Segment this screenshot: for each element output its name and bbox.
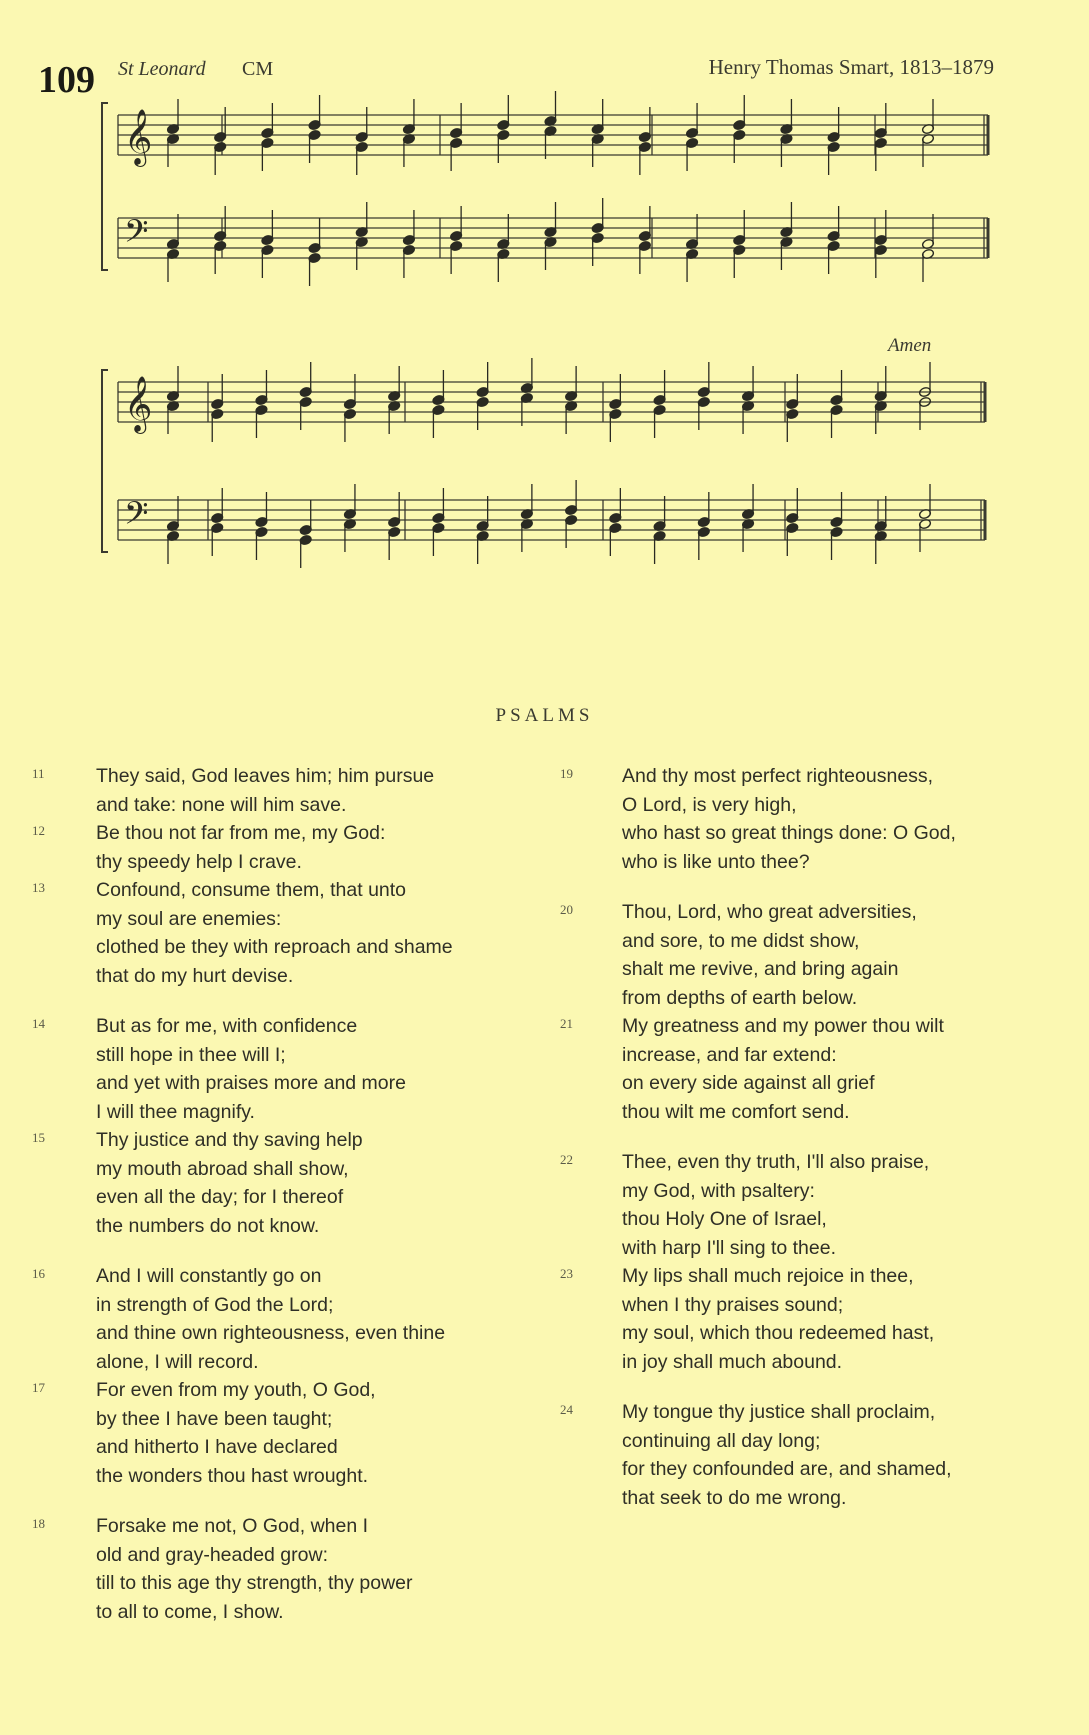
bass-clef-icon: 𝄢 [124,495,149,539]
verse-line: thy speedy help I crave. [96,850,302,873]
composer: Henry Thomas Smart, 1813–1879 [708,55,994,79]
verse-line: in joy shall much abound. [622,1350,843,1373]
psalm-column-left [32,762,502,1626]
verse-line: Thy justice and thy saving help [96,1129,363,1151]
verse [32,1376,502,1490]
verse-line: thou wilt me comfort send. [622,1100,850,1123]
verse-line: the wonders thou hast wrought. [96,1464,369,1487]
hymn-number: 109 [38,59,95,101]
verse-number: 15 [32,1130,45,1145]
verse-line: Forsake me not, O God, when I [96,1515,369,1537]
verse-line: that seek to do me wrong. [622,1486,847,1509]
verse-line: my God, with psaltery: [622,1179,815,1202]
verse [32,1126,502,1240]
verse-line: And I will constantly go on [96,1265,322,1287]
verse-line: My greatness and my power thou wilt [622,1015,944,1037]
bass-clef-icon: 𝄢 [124,213,149,257]
verse [32,876,502,990]
verse-line: by thee I have been taught; [96,1407,333,1430]
verse-number: 19 [560,766,573,781]
verse-line: O Lord, is very high, [622,793,797,816]
verse-line: They said, God leaves him; him pursue [96,765,435,787]
meter: CM [242,58,274,80]
verse-line: and take: none will him save. [96,793,347,816]
verse-line: My lips shall much rejoice in thee, [622,1265,914,1287]
verse-line: when I thy praises sound; [622,1293,844,1316]
verse-line: Thou, Lord, who great adversities, [622,901,917,923]
verse [560,1012,1030,1126]
psalm-column-right [560,762,1030,1512]
verse [560,898,1030,1012]
verse-line: For even from my youth, O God, [96,1379,376,1401]
verse-line: and hitherto I have declared [96,1436,338,1458]
verse [32,762,502,819]
verse-line: my soul, which thou redeemed hast, [622,1322,935,1344]
verse [560,762,1030,876]
treble-clef-icon: 𝄞 [124,376,153,432]
verse-line: my mouth abroad shall show, [96,1157,349,1180]
verse-line: alone, I will record. [96,1350,259,1373]
verse-number: 12 [32,823,45,838]
verse-line: from depths of earth below. [622,986,858,1009]
verse-line: to all to come, I show. [96,1600,284,1623]
verse-number: 22 [560,1152,573,1167]
verse-number: 20 [560,902,573,917]
section-heading: PSALMS [495,705,594,726]
verse-line: and yet with praises more and more [96,1072,406,1094]
verse-line: And thy most perfect righteousness, [622,765,934,787]
verse-line: with harp I'll sing to thee. [622,1236,837,1259]
verse-number: 13 [32,880,45,895]
verse-line: shalt me revive, and bring again [622,958,899,980]
verse-line: till to this age thy strength, thy power [96,1572,413,1594]
verse-line: Be thou not far from me, my God: [96,822,386,844]
verse-line: for they confounded are, and shamed, [622,1458,952,1480]
verse-number: 24 [560,1402,573,1417]
verse-line: that do my hurt devise. [96,964,294,987]
verse [32,1512,502,1626]
treble-clef-icon: 𝄞 [124,109,153,165]
verse-line: still hope in thee will I; [96,1043,286,1066]
verse-number: 11 [32,766,45,781]
verse-line: on every side against all grief [622,1072,875,1094]
verse-number: 18 [32,1516,45,1531]
verse-line: who hast so great things done: O God, [622,822,956,844]
verse-line: old and gray-headed grow: [96,1543,328,1566]
verse-line: and thine own righteousness, even thine [96,1322,446,1344]
verse-line: continuing all day long; [622,1429,821,1452]
verse [32,819,502,876]
verse [32,1262,502,1376]
verse-number: 14 [32,1016,45,1031]
verse-line: thou Holy One of Israel, [622,1208,827,1230]
verse-line: increase, and far extend: [622,1043,837,1066]
verse-line: in strength of God the Lord; [96,1293,334,1316]
verse-line: But as for me, with confidence [96,1015,358,1037]
verse-number: 21 [560,1016,573,1031]
amen-label: Amen [888,335,932,356]
verse-number: 16 [32,1266,45,1281]
verse-line: who is like unto thee? [622,850,810,873]
music-score [0,0,1089,600]
verse-line: the numbers do not know. [96,1214,320,1237]
verse [560,1262,1030,1376]
verse [32,1012,502,1126]
verse-line: and sore, to me didst show, [622,929,860,952]
verse-number: 23 [560,1266,573,1281]
tune-name: St Leonard [118,58,206,80]
verse-line: clothed be they with reproach and shame [96,936,453,958]
verse-number: 17 [32,1380,45,1395]
verse [560,1148,1030,1262]
verse-line: my soul are enemies: [96,907,282,930]
verse-line: even all the day; for I thereof [96,1186,344,1208]
verse-line: Thee, even thy truth, I'll also praise, [622,1151,930,1173]
verse-line: Confound, consume them, that unto [96,879,407,901]
verse-line: I will thee magnify. [96,1100,255,1123]
verse [560,1398,1030,1512]
verse-line: My tongue thy justice shall proclaim, [622,1401,936,1423]
